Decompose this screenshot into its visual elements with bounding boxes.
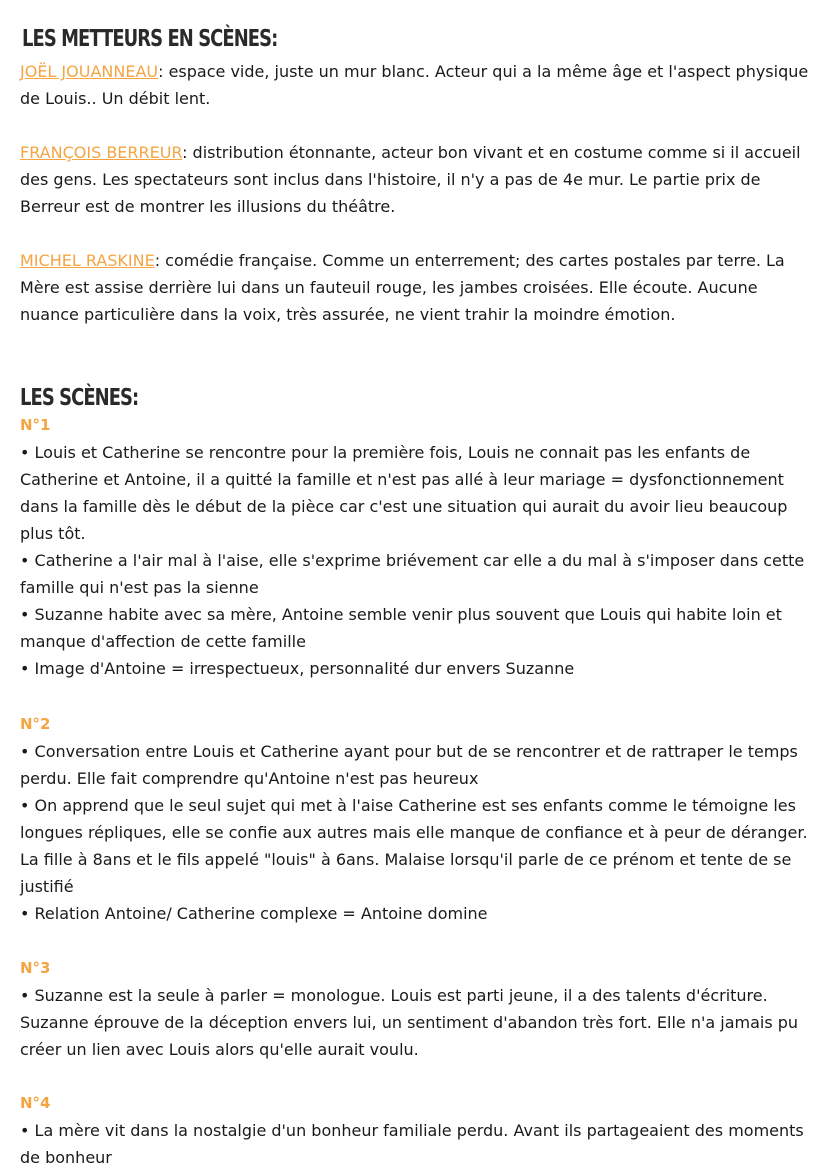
director-description: : distribution étonnante, acteur bon vivant et en costume comme si il accueil des gens. Les spectateurs sont inclus dans l'histoire, il n'y a pas de 4e mur. Le partie prix de Berreur est de montrer les illusions du théâtre.: [20, 143, 801, 216]
scene-bullet: • Image d'Antoine = irrespectueux, personnalité dur envers Suzanne: [20, 659, 575, 678]
scene-2: [20, 711, 810, 927]
scene-number: N°3: [20, 959, 51, 977]
scene-bullet: • Louis et Catherine se rencontre pour la première fois, Louis ne connait pas les enfants de Catherine et Antoine, il a quitté la famille et n'est pas allé à leur mariage = dysfonctionnement dans la famille dès le début de la pièce car c'est une situation qui aurait du avoir lieu beaucoup plus tôt.: [20, 443, 788, 543]
director-entry: [20, 139, 810, 220]
scene-bullet: • Relation Antoine/ Catherine complexe = Antoine domine: [20, 904, 488, 923]
scene-1: [20, 412, 810, 682]
scene-bullet: • On apprend que le seul sujet qui met à l'aise Catherine est ses enfants comme le témoigne les longues répliques, elle se confie aux autres mais elle manque de confiance et à peur de déranger. La fille à 8ans et le fils appelé "louis" à 6ans. Malaise lorsqu'il parle de ce prénom et tente de se justifié: [20, 796, 808, 896]
director-name: MICHEL RASKINE: [20, 251, 155, 270]
scene-number: N°4: [20, 1094, 51, 1112]
scene-bullet: • Conversation entre Louis et Catherine ayant pour but de se rencontrer et de rattraper le temps perdu. Elle fait comprendre qu'Antoine n'est pas heureux: [20, 742, 798, 788]
director-description: : comédie française. Comme un enterrement; des cartes postales par terre. La Mère est assise derrière lui dans un fauteuil rouge, les jambes croisées. Elle écoute. Aucune nuance particulière dans la voix, très assurée, ne vient trahir la moindre émotion.: [20, 251, 785, 324]
scene-bullet: • Suzanne est la seule à parler = monologue. Louis est parti jeune, il a des talents d'écriture. Suzanne éprouve de la déception envers lui, un sentiment d'abandon très fort. Elle n'a jamais pu créer un lien avec Louis alors qu'elle aurait voulu.: [20, 986, 799, 1059]
director-description: : espace vide, juste un mur blanc. Acteur qui a la même âge et l'aspect physique de Louis.. Un débit lent.: [20, 62, 809, 108]
director-entry: [20, 247, 810, 328]
scenes-heading: LES SCÈNES:: [20, 385, 139, 411]
director-entry: [20, 58, 810, 112]
director-name: JOËL JOUANNEAU: [20, 62, 159, 81]
scene-4: [20, 1090, 810, 1171]
scene-3: [20, 955, 810, 1063]
director-name: FRANÇOIS BERREUR: [20, 143, 183, 162]
directors-heading: LES METTEURS EN SCÈNES:: [22, 26, 278, 52]
scene-bullet: • La mère vit dans la nostalgie d'un bonheur familiale perdu. Avant ils partageaient des moments de bonheur: [20, 1121, 804, 1167]
scene-number: N°2: [20, 715, 51, 733]
scene-bullet: • Suzanne habite avec sa mère, Antoine semble venir plus souvent que Louis qui habite loin et manque d'affection de cette famille: [20, 605, 782, 651]
scene-number: N°1: [20, 416, 51, 434]
scene-bullet: • Catherine a l'air mal à l'aise, elle s'exprime briévement car elle a du mal à s'imposer dans cette famille qui n'est pas la sienne: [20, 551, 805, 597]
